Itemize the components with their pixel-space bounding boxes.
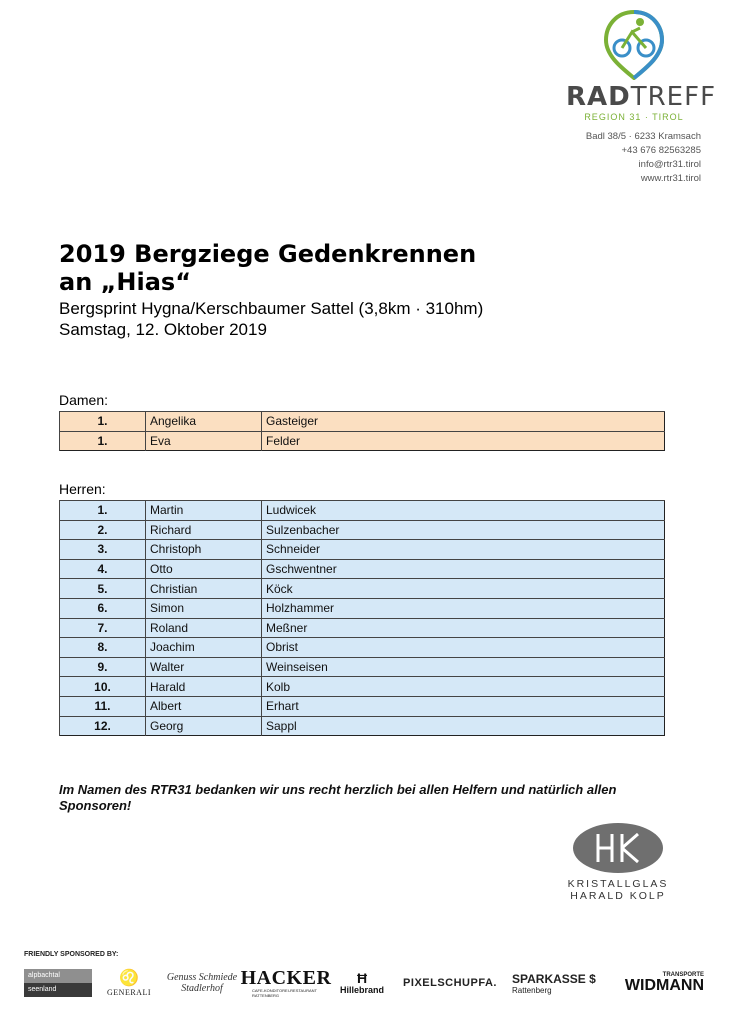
contact-address: Badl 38/5 · 6233 Kramsach: [585, 131, 701, 142]
sparkasse-text: SPARKASSE: [512, 971, 586, 986]
table-row: [60, 677, 665, 697]
sponsor-widmann-logo: [620, 966, 704, 1000]
first-name-cell: Martin: [146, 501, 262, 521]
first-name-cell: Harald: [146, 677, 262, 697]
herren-label: Herren:: [59, 481, 106, 497]
last-name-cell: Erhart: [262, 696, 665, 716]
rank-cell: 5.: [60, 579, 146, 599]
hacker-name: HACKER: [240, 967, 332, 989]
last-name-cell: Ludwicek: [262, 501, 665, 521]
table-row: [60, 501, 665, 521]
widmann-top: TRANSPORTE: [662, 972, 704, 978]
first-name-cell: Christoph: [146, 540, 262, 560]
table-row: [60, 716, 665, 736]
table-row: [60, 696, 665, 716]
rank-cell: 3.: [60, 540, 146, 560]
generali-name: GENERALI: [107, 987, 151, 997]
rank-cell: 9.: [60, 657, 146, 677]
sparkasse-name: [512, 972, 596, 986]
contact-email[interactable]: info@rtr31.tirol: [638, 159, 701, 170]
sponsor-hillebrand-logo: [334, 966, 390, 1000]
kristallglas-line-1: KRISTALLGLAS: [567, 878, 669, 890]
brand-subtitle: REGION 31 · TIROL: [584, 112, 684, 122]
rank-cell: 2.: [60, 520, 146, 540]
title-line-1: 2019 Bergziege Gedenkrennen: [59, 240, 477, 268]
radtreff-logo-icon: [600, 8, 668, 80]
first-name-cell: Georg: [146, 716, 262, 736]
table-row: [60, 638, 665, 658]
last-name-cell: Felder: [262, 431, 665, 451]
table-row: [60, 412, 665, 432]
kristallglas-line-2: HARALD KOLP: [570, 890, 666, 902]
first-name-cell: Roland: [146, 618, 262, 638]
brand-name: [566, 82, 717, 112]
sponsor-alpbachtal-logo: [24, 966, 92, 1000]
first-name-cell: Simon: [146, 598, 262, 618]
sponsor-generali-logo: [106, 966, 152, 1000]
last-name-cell: Schneider: [262, 540, 665, 560]
last-name-cell: Weinseisen: [262, 657, 665, 677]
rank-cell: 10.: [60, 677, 146, 697]
rank-cell: 11.: [60, 696, 146, 716]
last-name-cell: Holzhammer: [262, 598, 665, 618]
first-name-cell: Eva: [146, 431, 262, 451]
alpbachtal-top: alpbachtal: [24, 969, 92, 983]
table-row: [60, 520, 665, 540]
table-row: [60, 598, 665, 618]
generali-lion-icon: ♌: [119, 969, 139, 987]
last-name-cell: Sappl: [262, 716, 665, 736]
widmann-name: WIDMANN: [624, 977, 704, 994]
table-row: [60, 559, 665, 579]
last-name-cell: Köck: [262, 579, 665, 599]
table-row: [60, 657, 665, 677]
sparkasse-s-icon: $: [589, 971, 596, 986]
rank-cell: 1.: [60, 412, 146, 432]
rank-cell: 1.: [60, 431, 146, 451]
contact-phone: +43 676 82563285: [621, 145, 701, 156]
damen-label: Damen:: [59, 392, 109, 408]
sponsor-genuss-logo: Genuss Schmiede Stadlerhof: [166, 972, 238, 994]
last-name-cell: Obrist: [262, 638, 665, 658]
first-name-cell: Joachim: [146, 638, 262, 658]
sparkasse-city: Rattenberg: [512, 985, 552, 995]
first-name-cell: Albert: [146, 696, 262, 716]
rank-cell: 6.: [60, 598, 146, 618]
sponsor-hacker-logo: [240, 966, 332, 1000]
brand-name-part2: TREFF: [630, 82, 717, 112]
alpbachtal-bottom: seenland: [24, 983, 92, 997]
event-date: Samstag, 12. Oktober 2019: [59, 320, 267, 339]
table-row: [60, 431, 665, 451]
table-row: [60, 540, 665, 560]
sponsor-heading: FRIENDLY SPONSORED BY:: [24, 951, 119, 958]
rank-cell: 7.: [60, 618, 146, 638]
last-name-cell: Meßner: [262, 618, 665, 638]
sponsor-sparkasse-logo: [512, 966, 608, 1000]
table-row: [60, 579, 665, 599]
table-row: [60, 618, 665, 638]
last-name-cell: Kolb: [262, 677, 665, 697]
hillebrand-name: Hillebrand: [339, 985, 384, 995]
damen-results-table: [59, 411, 665, 451]
last-name-cell: Sulzenbacher: [262, 520, 665, 540]
thanks-note: Im Namen des RTR31 bedanken wir uns recht herzlich bei allen Helfern und natürlich allen Sponsoren!: [59, 782, 617, 813]
page-title: [59, 240, 476, 296]
first-name-cell: Angelika: [146, 412, 262, 432]
last-name-cell: Gschwentner: [262, 559, 665, 579]
title-line-2: an „Hias“: [59, 268, 191, 296]
rank-cell: 12.: [60, 716, 146, 736]
first-name-cell: Christian: [146, 579, 262, 599]
contact-website[interactable]: www.rtr31.tirol: [640, 173, 701, 184]
sponsor-pixelschupfa-logo: PIXELSCHUPFA.: [403, 977, 497, 989]
hillebrand-h-icon: Ħ: [356, 970, 368, 986]
rank-cell: 8.: [60, 638, 146, 658]
hacker-subtitle: CAFE-KONDITOREI-RESTAURANT RATTENBERG: [252, 988, 317, 998]
first-name-cell: Richard: [146, 520, 262, 540]
first-name-cell: Walter: [146, 657, 262, 677]
rank-cell: 1.: [60, 501, 146, 521]
brand-name-part1: RAD: [566, 82, 631, 112]
kristallglas-logo-icon: [572, 822, 664, 874]
rank-cell: 4.: [60, 559, 146, 579]
first-name-cell: Otto: [146, 559, 262, 579]
herren-results-table: [59, 500, 665, 736]
contact-block: [540, 130, 701, 186]
event-subtitle: Bergsprint Hygna/Kerschbaumer Sattel (3,8km · 310hm): [59, 299, 484, 318]
last-name-cell: Gasteiger: [262, 412, 665, 432]
